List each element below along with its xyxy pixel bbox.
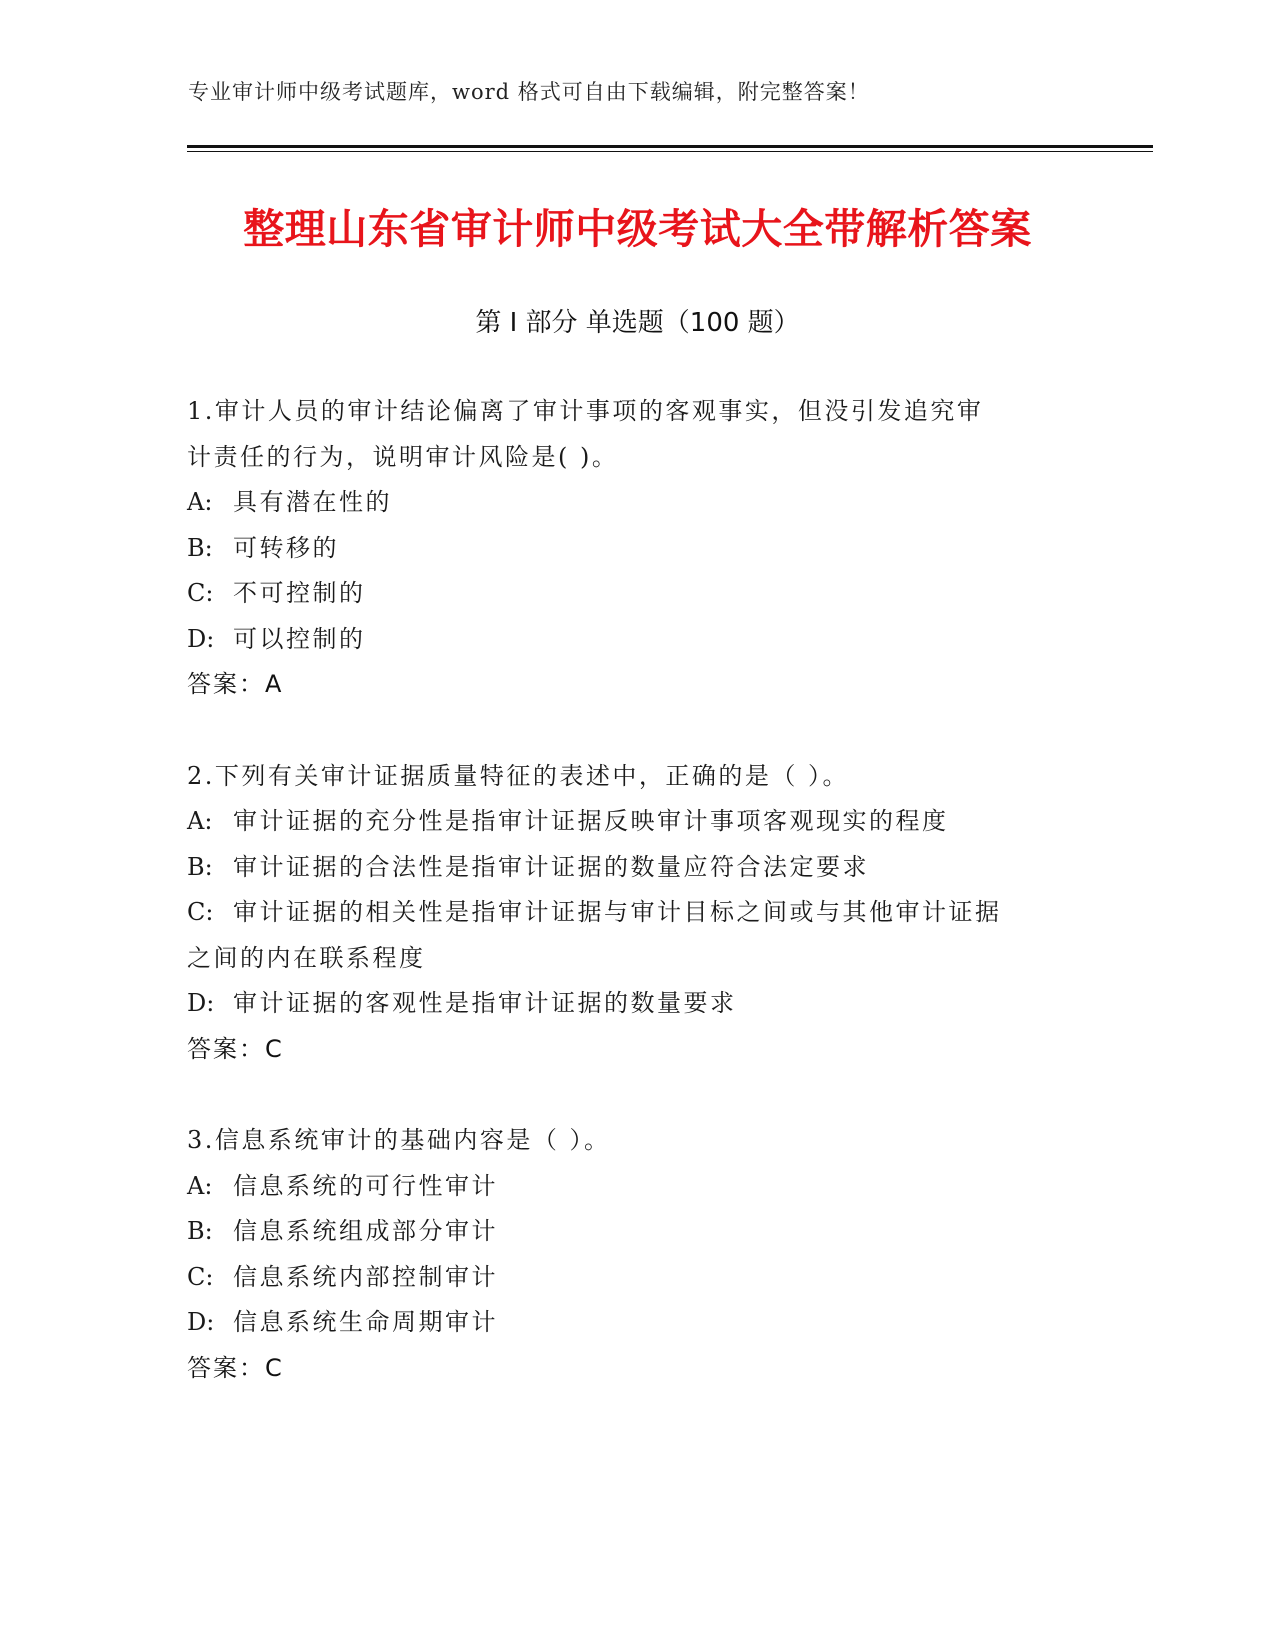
option-text: 信息系统生命周期审计 [233, 1308, 498, 1336]
option-b [187, 526, 1087, 572]
question-stem: 2.下列有关审计证据质量特征的表述中，正确的是（ ）。 [187, 761, 850, 790]
option-text: 不可控制的 [233, 579, 366, 607]
option-text: 可以控制的 [233, 624, 366, 653]
option-a [187, 480, 1087, 526]
question-list [187, 389, 1087, 1437]
option-key: D: [187, 624, 215, 653]
option-text: 信息系统内部控制审计 [233, 1262, 498, 1291]
option-key: A: [187, 807, 213, 835]
answer: 答案：A [187, 670, 284, 698]
option-key: D: [187, 989, 215, 1017]
option-text: 审计证据的客观性是指审计证据的数量要求 [233, 989, 737, 1017]
answer: 答案：C [187, 1034, 284, 1063]
option-key: A: [187, 488, 213, 516]
option-key: C: [187, 898, 214, 926]
section-title: 第 I 部分 单选题（100 题） [475, 308, 800, 338]
option-text: 可转移的 [233, 533, 339, 562]
option-text: 具有潜在性的 [233, 488, 392, 516]
option-text: 信息系统组成部分审计 [233, 1217, 498, 1245]
option-key: A: [187, 1171, 213, 1200]
option-d [187, 981, 1087, 1027]
option-c [187, 571, 1087, 617]
question-stem-continued: 计责任的行为，说明审计风险是( )。 [187, 442, 619, 471]
question-2 [187, 754, 1087, 1073]
option-key: B: [187, 533, 213, 562]
option-b [187, 845, 1087, 891]
option-text: 审计证据的相关性是指审计证据与审计目标之间或与其他审计证据 [233, 898, 1002, 926]
option-d [187, 1300, 1087, 1346]
option-c-continued: 之间的内在联系程度 [187, 943, 426, 972]
option-key: B: [187, 852, 213, 881]
option-d [187, 617, 1087, 663]
header-note: 专业审计师中级考试题库，word 格式可自由下载编辑，附完整答案！ [188, 80, 870, 104]
option-key: D: [187, 1308, 215, 1336]
option-key: C: [187, 1262, 214, 1291]
option-b [187, 1209, 1087, 1255]
question-3 [187, 1118, 1087, 1391]
option-text: 审计证据的充分性是指审计证据反映审计事项客观现实的程度 [233, 807, 949, 835]
option-c [187, 890, 1087, 936]
option-a [187, 799, 1087, 845]
header-rule-thick [187, 145, 1153, 148]
header-rule-thin [187, 151, 1153, 152]
document-title: 整理山东省审计师中级考试大全带解析答案 [243, 205, 1032, 253]
option-c [187, 1255, 1087, 1301]
option-key: B: [187, 1217, 213, 1245]
option-text: 信息系统的可行性审计 [233, 1171, 498, 1200]
question-stem: 1.审计人员的审计结论偏离了审计事项的客观事实，但没引发追究审 [187, 397, 984, 425]
option-text: 审计证据的合法性是指审计证据的数量应符合法定要求 [233, 852, 869, 881]
question-stem: 3.信息系统审计的基础内容是（ ）。 [187, 1126, 611, 1154]
question-1 [187, 389, 1087, 708]
answer: 答案：C [187, 1353, 284, 1382]
option-a [187, 1164, 1087, 1210]
option-key: C: [187, 579, 214, 607]
